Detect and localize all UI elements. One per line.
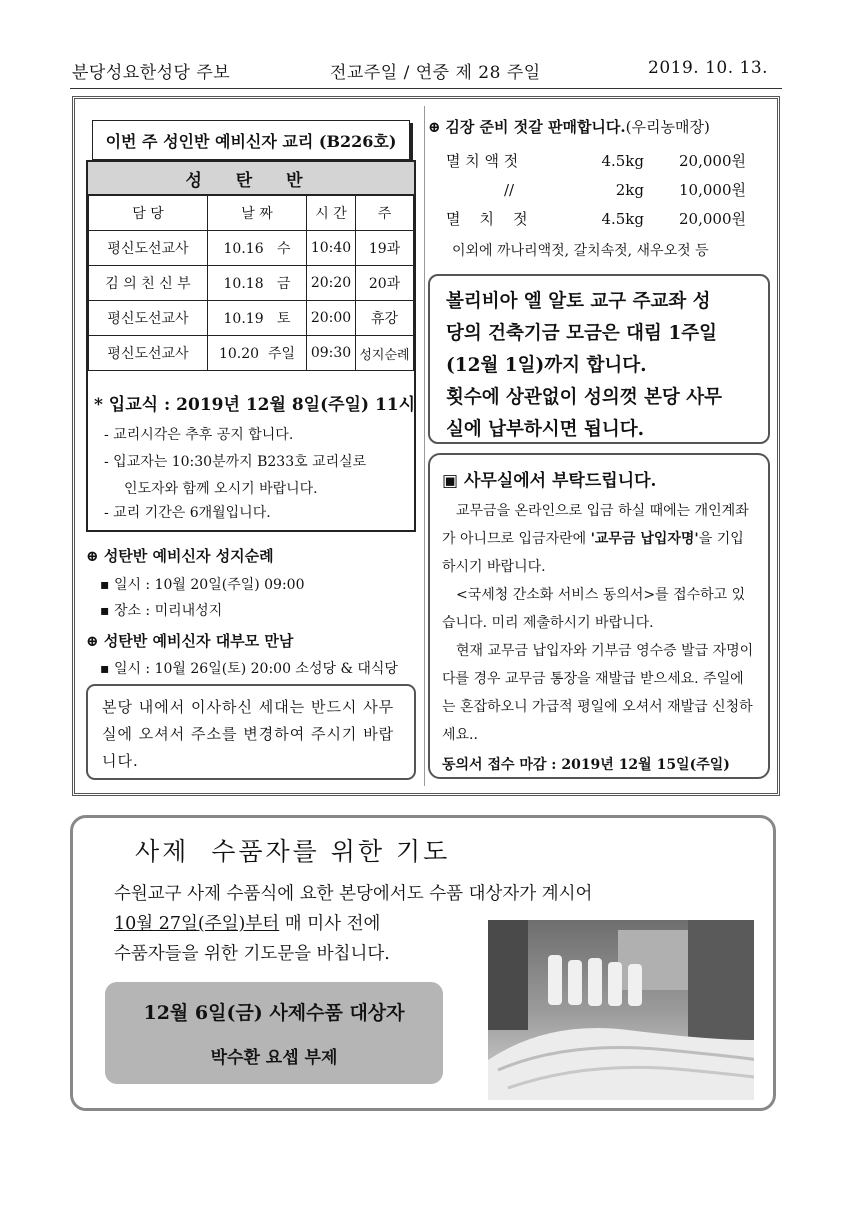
notice-line: 실에 납부하시면 됩니다. [446,419,645,440]
cell-topic: 19과 [356,231,414,266]
table-row [89,266,414,301]
liturgical-week: 전교주일 / 연중 제 28 주일 [330,63,541,83]
bulletin-date: 2019. 10. 13. [648,58,769,78]
table-row [89,336,414,371]
kimchi-others: 이외에 까나리액젓, 갈치속젓, 새우오젓 등 [452,243,709,259]
col-header: 날 짜 [208,196,307,231]
product-qty: 2kg [615,180,644,199]
godparent-title: 성탄반 예비신자 대부모 만남 [103,632,294,650]
class-name: 성 탄 반 [88,162,414,195]
notice-line: (12월 1일)까지 합니다. [446,355,647,376]
product-price: 20,000원 [679,210,746,228]
catechism-title: 이번 주 성인반 예비신자 교리 (B226호) [92,120,410,160]
cell-topic: 20과 [356,266,414,301]
product-price: 10,000원 [679,181,746,199]
table-header-row [89,196,414,231]
cross-circle-icon: ⊕ [428,118,441,136]
cell-teacher: 평신도선교사 [89,231,208,266]
prayer-line: 수원교구 사제 수품식에 요한 본당에서도 수품 대상자가 계시어 [114,884,593,904]
table-row [89,231,414,266]
kimchi-store: (우리농매장) [625,118,710,136]
pilgrimage-item: ▪ 일시 : 10월 20일(주일) 09:00 [100,577,305,593]
ordination-photo [488,920,754,1100]
cell-topic: 휴강 [356,301,414,336]
text: 매 미사 전에 [279,914,381,934]
office-title: ▣ 사무실에서 부탁드립니다. [442,471,657,491]
office-paragraph [442,497,756,581]
cell-teacher: 김 의 친 신 부 [89,266,208,301]
cell-time: 10:40 [307,231,356,266]
column-divider [424,106,425,786]
prayer-line: 수품자들을 위한 기도문을 바칩니다. [114,944,390,964]
price-row [440,204,752,233]
cell-date: 10.20 주일 [208,336,307,371]
entrance-note: - 입교자는 10:30분까지 B233호 교리실로 [104,454,367,470]
cell-date: 10.18 금 [208,266,307,301]
entrance-note: - 교리시각은 추후 공지 합니다. [104,427,294,443]
bolivia-fund-notice [428,274,770,444]
pilgrimage-section [86,545,274,566]
text: 을 기입하시기 바랍니다. [442,531,744,575]
product-qty: 4.5kg [601,209,644,228]
text: 교무금을 온라인으로 입금 하실 때에는 개인계좌가 아니므로 입금자란에 [442,503,749,547]
cross-circle-icon: ⊕ [86,547,99,565]
col-header: 담 당 [89,196,208,231]
cross-circle-icon: ⊕ [86,632,99,650]
notice-line: 횟수에 상관없이 성의껏 본당 사무 [446,387,722,408]
prayer-start-date: 10월 27일(주일)부터 [114,914,280,934]
product-price: 20,000원 [679,152,746,170]
parish-name: 분당성요한성당 주보 [72,63,231,83]
cell-date: 10.16 수 [208,231,307,266]
address-change-notice: 본당 내에서 이사하신 세대는 반드시 사무실에 오셔서 주소를 변경하여 주시기 바랍니다. [86,684,416,780]
pilgrimage-title: 성탄반 예비신자 성지순례 [103,547,274,565]
prayer-line [114,910,380,935]
highlight: '교무금 납입자명' [590,531,699,547]
ordination-candidate-box [105,982,443,1084]
cell-time: 20:20 [307,266,356,301]
kimchi-title: 김장 준비 젓갈 판매합니다. [445,118,626,136]
office-paragraph: <국세청 간소화 서비스 동의서>를 접수하고 있습니다. 미리 제출하시기 바랍니다. [442,587,746,631]
godparent-item: ▪ 일시 : 10월 26일(토) 20:00 소성당 & 대식당 [100,661,398,677]
notice-line: 볼리비아 엘 알토 교구 주교좌 성 [446,291,711,312]
office-request-box [428,453,770,779]
product-qty: 4.5kg [601,151,644,170]
candidate-name: 박수환 요셉 부제 [210,1048,338,1068]
cell-date: 10.19 토 [208,301,307,336]
kimchi-sale-heading [428,116,710,137]
product-name: 멸 치 액 젓 [446,152,519,170]
ordination-date: 12월 6일(금) 사제수품 대상자 [143,1002,405,1024]
notice-line: 당의 건축기금 모금은 대림 1주일 [446,323,717,344]
cell-time: 20:00 [307,301,356,336]
cell-teacher: 평신도선교사 [89,301,208,336]
entrance-note: - 교리 기간은 6개월입니다. [104,505,271,521]
cell-topic: 성지순례 [356,336,414,371]
godparent-section [86,630,293,651]
table-row [89,301,414,336]
col-header: 시 간 [307,196,356,231]
col-header: 주 [356,196,414,231]
prayer-title: 사제 수품자를 위한 기도 [135,837,451,866]
entrance-note: 인도자와 함께 오시기 바랍니다. [124,481,318,497]
price-row [440,146,752,175]
cell-time: 09:30 [307,336,356,371]
entrance-ceremony-title: * 입교식 : 2019년 12월 8일(주일) 11시 [94,395,416,415]
pilgrimage-item: ▪ 장소 : 미리내성지 [100,603,223,619]
product-name: 멸 치 젓 [446,210,528,228]
office-paragraph: 현재 교무금 납입자와 기부금 영수증 발급 자명이 다를 경우 교무금 통장을 재발급 받으세요. 주일에는 혼잡하오니 가급적 평일에 오셔서 재발급 신청하세요.. [442,643,754,743]
deadline: 동의서 접수 마감 : 2019년 12월 15일(주일) [442,757,730,773]
price-row [440,175,752,204]
kimchi-price-table [440,146,752,233]
cell-teacher: 평신도선교사 [89,336,208,371]
header-divider [70,88,782,89]
product-name: // [503,180,515,199]
schedule-table [88,195,414,371]
